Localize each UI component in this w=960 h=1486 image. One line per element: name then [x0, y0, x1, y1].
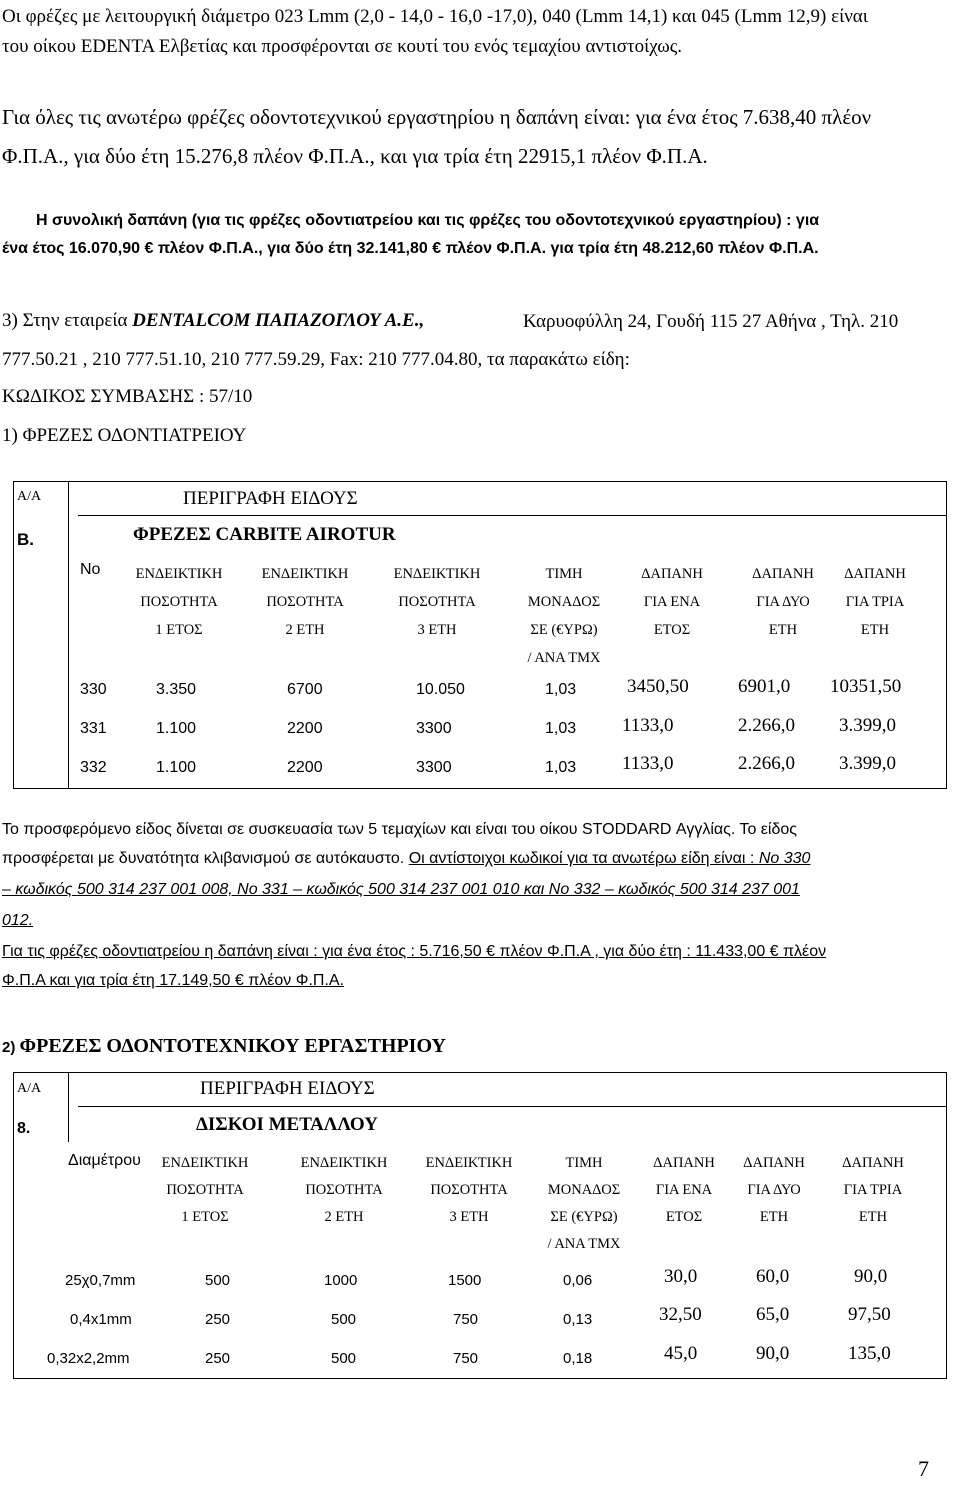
table1-cell: 2200	[287, 720, 323, 737]
table1-cell: 1133,0	[622, 753, 674, 774]
table1-cell: 3300	[416, 720, 452, 737]
section2-heading-text: ΦΡΕΖΕΣ ΟΔΟΝΤΟΤΕΧΝΙΚΟΥ ΕΡΓΑΣΤΗΡΙΟΥ	[19, 1035, 446, 1057]
table1-col-unit-price: ΤΙΜΗ ΜΟΝΑΔΟΣ ΣΕ (€ΥΡΩ) / ΑΝΑ ΤΜΧ	[527, 566, 601, 666]
table2-cell: 500	[331, 1350, 357, 1367]
table1-col-qty2: ΕΝΔΕΙΚΤΙΚΗ ΠΟΣΟΤΗΤΑ 2 ΕΤΗ	[261, 566, 349, 638]
table2-cell: 90,0	[756, 1343, 790, 1364]
table1-divider-1	[68, 481, 69, 789]
table1-cell: 332	[80, 759, 107, 776]
company-address: Καρυοφύλλη 24, Γουδή 115 27 Αθήνα , Τηλ. 210	[523, 311, 899, 332]
table2-col-qty2: ΕΝΔΕΙΚΤΙΚΗ ΠΟΣΟΤΗΤΑ 2 ΕΤΗ	[300, 1155, 388, 1225]
table1-aa-label: Α/Α	[17, 489, 42, 504]
table2-cell: 750	[453, 1350, 479, 1367]
table2-aa-label: Α/Α	[17, 1081, 42, 1096]
table2-divider-2	[78, 1106, 947, 1107]
table1-col-cost3: ΔΑΠΑΝΗ ΓΙΑ ΤΡΙΑ ΕΤΗ	[844, 566, 906, 638]
table1-cell: 3450,50	[627, 676, 689, 697]
notes-line-2b: Οι αντίστοιχοι κωδικοί για τα ανωτέρω είδη είναι :	[408, 850, 759, 867]
section2-heading-num: 2)	[2, 1039, 20, 1056]
notes-line-1: Το προσφερόμενο είδος δίνεται σε συσκευασία των 5 τεμαχίων και είναι του οίκου STODDARD Αγγλίας. Το είδος	[2, 821, 797, 838]
table2-cell: 0,4x1mm	[70, 1311, 132, 1328]
total-cost-line-2: ένα έτος 16.070,90 € πλέον Φ.Π.Α., για δύο έτη 32.141,80 € πλέον Φ.Π.Α. για τρία έτη 48.212,60 πλέον Φ.Π.Α.	[2, 240, 819, 257]
notes-line-6: Φ.Π.Α και για τρία έτη 17.149,50 € πλέον Φ.Π.Α.	[2, 972, 345, 989]
table2-col-unit-price: ΤΙΜΗ ΜΟΝΑΔΟΣ ΣΕ (€ΥΡΩ) / ΑΝΑ ΤΜΧ	[547, 1155, 621, 1252]
table2-cell: 25χ0,7mm	[65, 1272, 136, 1289]
table2-cell: 30,0	[664, 1266, 698, 1287]
table1-cell: 331	[80, 720, 107, 737]
table2-cell: 1000	[324, 1272, 358, 1289]
page-number: 7	[918, 1456, 929, 1481]
table2-cell: 500	[331, 1311, 357, 1328]
table2-cell: 135,0	[848, 1343, 891, 1364]
table2-cell: 250	[205, 1311, 231, 1328]
intro-line-2: του οίκου EDENTA Ελβετίας και προσφέρονται σε κουτί του ενός τεμαχίου αντιστοίχως.	[2, 36, 683, 57]
table2-col-qty3: ΕΝΔΕΙΚΤΙΚΗ ΠΟΣΟΤΗΤΑ 3 ΕΤΗ	[425, 1155, 513, 1225]
table1-desc-label: ΠΕΡΙΓΡΑΦΗ ΕΙΔΟΥΣ	[183, 488, 358, 509]
table2-cell: 32,50	[659, 1304, 702, 1325]
intro-line-4: Φ.Π.Α., για δύο έτη 15.276,8 πλέον Φ.Π.Α., και για τρία έτη 22915,1 πλέον Φ.Π.Α.	[2, 144, 708, 168]
table2-col-cost1: ΔΑΠΑΝΗ ΓΙΑ ΕΝΑ ΕΤΟΣ	[653, 1155, 715, 1225]
notes-line-5: Για τις φρέζες οδοντιατρείου η δαπάνη είναι : για ένα έτος : 5.716,50 € πλέον Φ.Π.Α , για δύο έτη : 11.433,00 € πλέον	[2, 943, 827, 960]
table2-cell: 1500	[448, 1272, 482, 1289]
table2-border-bottom	[13, 1378, 947, 1379]
table1-border-top	[13, 481, 947, 482]
table1-cell: 6700	[287, 681, 323, 698]
table2-cell: 90,0	[854, 1266, 888, 1287]
contract-code: ΚΩΔΙΚΟΣ ΣΥΜΒΑΣΗΣ : 57/10	[2, 386, 253, 407]
company-line-1	[2, 310, 424, 332]
table1-col-qty1: ΕΝΔΕΙΚΤΙΚΗ ΠΟΣΟΤΗΤΑ 1 ΕΤΟΣ	[135, 566, 223, 638]
table1-cell: 1,03	[545, 720, 577, 737]
intro-line-1: Οι φρέζες με λειτουργική διάμετρο 023 Lmm (2,0 - 14,0 - 16,0 -17,0), 040 (Lmm 14,1) και 045 (Lmm 12,9) είναι	[2, 6, 868, 27]
table2-border-top	[13, 1072, 947, 1073]
section1-heading: 1) ΦΡΕΖΕΣ ΟΔΟΝΤΙΑΤΡΕΙΟΥ	[2, 425, 247, 446]
table1-col-no: No	[80, 561, 101, 578]
table1-cell: 3.350	[156, 681, 197, 698]
table1-cell: 1133,0	[622, 715, 674, 736]
table2-col-cost3: ΔΑΠΑΝΗ ΓΙΑ ΤΡΙΑ ΕΤΗ	[842, 1155, 904, 1225]
table1-cell: 2.266,0	[738, 715, 795, 736]
table2-cell: 250	[205, 1350, 231, 1367]
table1-divider-2	[78, 515, 947, 516]
table1-border-bottom	[13, 788, 947, 789]
table2-desc-label: ΠΕΡΙΓΡΑΦΗ ΕΙΔΟΥΣ	[200, 1078, 375, 1099]
table2-cell: 0,13	[563, 1311, 593, 1328]
table2-item-code: 8.	[17, 1120, 31, 1137]
table1-cell: 6901,0	[738, 676, 791, 697]
table2-cell: 60,0	[756, 1266, 790, 1287]
table1-cell: 2200	[287, 759, 323, 776]
section2-heading	[2, 1035, 446, 1058]
table1-col-cost1: ΔΑΠΑΝΗ ΓΙΑ ΕΝΑ ΕΤΟΣ	[641, 566, 703, 638]
table2-border-right	[946, 1072, 947, 1379]
table2-cell: 750	[453, 1311, 479, 1328]
table2-cell: 0,18	[563, 1350, 593, 1367]
table2-divider-1	[68, 1072, 69, 1142]
table1-border-right	[946, 481, 947, 789]
company-name: DENTALCOM ΠΑΠΑΖΟΓΛΟΥ Α.Ε.,	[132, 310, 425, 331]
total-cost-line-1: Η συνολική δαπάνη (για τις φρέζες οδοντιατρείου και τις φρέζες του οδοντοτεχνικού εργαστηρίου) : για	[36, 212, 820, 229]
table1-cell: 2.266,0	[738, 753, 795, 774]
notes-line-2	[2, 850, 810, 868]
table1-cell: 3300	[416, 759, 452, 776]
table1-col-qty3: ΕΝΔΕΙΚΤΙΚΗ ΠΟΣΟΤΗΤΑ 3 ΕΤΗ	[393, 566, 481, 638]
table2-col-cost2: ΔΑΠΑΝΗ ΓΙΑ ΔΥΟ ΕΤΗ	[743, 1155, 805, 1225]
table2-cell: 500	[205, 1272, 231, 1289]
notes-line-2c: Νο 330	[758, 850, 811, 867]
notes-line-3: – κωδικός 500 314 237 001 008, Νο 331 – κωδικός 500 314 237 001 010 και Νο 332 – κωδικός 500 314 237 001	[2, 881, 800, 898]
table1-cell: 10.050	[416, 681, 465, 698]
notes-line-2a: προσφέρεται με δυνατότητα κλιβανισμού σε αυτόκαυστο.	[2, 850, 409, 867]
table2-cell: 0,06	[563, 1272, 593, 1289]
table2-col-qty1: ΕΝΔΕΙΚΤΙΚΗ ΠΟΣΟΤΗΤΑ 1 ΕΤΟΣ	[161, 1155, 249, 1225]
table1-border-left	[13, 481, 14, 789]
notes-line-4: 012.	[2, 912, 34, 929]
intro-line-3: Για όλες τις ανωτέρω φρέζες οδοντοτεχνικού εργαστηρίου η δαπάνη είναι: για ένα έτος 7.638,40 πλέον	[2, 105, 872, 129]
company-prefix: 3) Στην εταιρεία	[2, 310, 133, 331]
table1-cell: 10351,50	[830, 676, 902, 697]
table1-cell: 1.100	[156, 759, 197, 776]
company-line-2: 777.50.21 , 210 777.51.10, 210 777.59.29, Fax: 210 777.04.80, τα παρακάτω είδη:	[2, 349, 630, 370]
table2-cell: 65,0	[756, 1304, 790, 1325]
table1-cell: 3.399,0	[839, 715, 896, 736]
table2-cell: 0,32x2,2mm	[47, 1350, 130, 1367]
table1-item-title: ΦΡΕΖΕΣ CARBITE AIROTUR	[133, 524, 396, 545]
table2-cell: 45,0	[664, 1343, 698, 1364]
table2-border-left	[13, 1072, 14, 1379]
table1-cell: 330	[80, 681, 107, 698]
table1-cell: 1,03	[545, 681, 577, 698]
table1-cell: 1,03	[545, 759, 577, 776]
table1-cell: 3.399,0	[839, 753, 896, 774]
table1-item-code: Β.	[17, 530, 34, 549]
table2-col-diameter: Διαμέτρου	[68, 1152, 141, 1169]
table2-cell: 97,50	[848, 1304, 891, 1325]
table1-cell: 1.100	[156, 720, 197, 737]
table2-item-title: ΔΙΣΚΟΙ ΜΕΤΑΛΛΟΥ	[196, 1114, 378, 1135]
table1-col-cost2: ΔΑΠΑΝΗ ΓΙΑ ΔΥΟ ΕΤΗ	[752, 566, 814, 638]
